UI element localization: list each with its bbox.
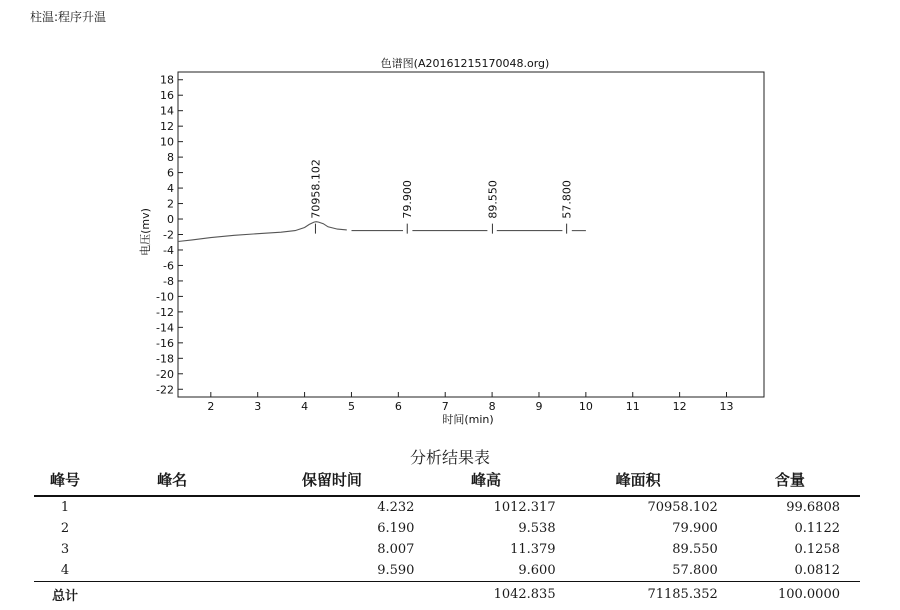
y-tick-label: -18 [156,352,174,366]
cell-peak-number: 2 [60,521,70,536]
x-tick-label: 12 [672,400,687,413]
header-content: 含量 [719,463,860,496]
total-retention-time [248,582,414,607]
cell-peak-area: 89.550 [672,542,718,557]
cell-content: 0.1258 [794,542,840,557]
y-tick-label: -20 [156,367,174,381]
y-tick-label: -6 [163,259,174,273]
x-tick-label: 2 [207,400,215,413]
cell-peak-area: 57.800 [672,563,718,578]
total-row [34,582,860,607]
cell-content: 0.1122 [794,521,840,536]
y-tick-label: 10 [160,135,174,149]
y-tick-label: -14 [156,321,174,335]
cell-peak-name [96,518,248,539]
total-content: 100.0000 [719,582,860,607]
x-tick-label: 5 [347,400,355,413]
total-peak-area: 71185.352 [557,582,719,607]
plot-area [178,72,764,397]
total-peak-name [96,582,248,607]
cell-retention-time: 4.232 [377,500,415,515]
series-line [178,222,347,242]
cell-peak-number: 3 [60,542,70,557]
results-table [34,463,860,606]
y-tick-label: -10 [156,290,174,304]
peak-area-label: 89.550 [486,180,500,219]
x-tick-label: 6 [394,400,402,413]
table-row [34,539,860,560]
table-row [34,560,860,582]
header-peak-name: 峰名 [96,463,248,496]
header-peak-number: 峰号 [34,463,96,496]
cell-peak-height: 9.538 [518,521,556,536]
cell-peak-name [96,560,248,582]
y-tick-label: -22 [156,383,174,397]
results-table-title: 分析结果表 [409,448,490,467]
cell-content: 0.0812 [794,563,840,578]
cell-peak-number: 4 [60,563,70,578]
x-axis [207,392,733,413]
table-row [34,518,860,539]
y-tick-label: 16 [160,89,174,103]
cell-peak-area: 79.900 [672,521,718,536]
header-peak-area: 峰面积 [557,463,719,496]
x-tick-label: 13 [719,400,734,413]
cell-peak-number: 1 [60,500,70,515]
total-label: 总计 [34,582,96,607]
y-tick-label: 2 [167,197,174,211]
cell-content: 99.6808 [786,500,840,515]
table-row [34,496,860,518]
peak-markers [309,159,573,234]
y-tick-label: 8 [167,151,174,165]
y-axis [156,74,183,397]
x-tick-label: 8 [488,400,496,413]
total-peak-height: 1042.835 [414,582,556,607]
chart-series [178,222,586,242]
cell-peak-height: 1012.317 [493,500,556,515]
peak-area-label: 57.800 [560,180,574,219]
y-tick-label: 18 [160,73,174,87]
cell-retention-time: 6.190 [377,521,415,536]
header-retention-time: 保留时间 [248,463,414,496]
cell-peak-height: 9.600 [518,563,556,578]
y-tick-label: 4 [167,182,174,196]
cell-retention-time: 8.007 [377,542,415,557]
column-temperature-label: 柱温:程序升温 [30,10,107,24]
cell-peak-height: 11.379 [510,542,556,557]
y-tick-label: -12 [156,305,174,319]
peak-area-label: 70958.102 [309,159,323,219]
x-tick-label: 9 [535,400,543,413]
y-tick-label: -16 [156,336,174,350]
peak-area-label: 79.900 [401,180,415,219]
y-tick-label: -8 [163,274,174,288]
y-tick-label: 0 [167,213,174,227]
chart-title: 色谱图(A20161215170048.org) [380,57,550,70]
cell-retention-time: 9.590 [377,563,415,578]
x-tick-label: 3 [254,400,262,413]
y-tick-label: -4 [163,243,174,257]
x-tick-label: 11 [625,400,640,413]
cell-peak-area: 70958.102 [647,500,718,515]
y-tick-label: -2 [163,228,174,242]
y-tick-label: 12 [160,120,174,134]
x-tick-label: 4 [301,400,309,413]
x-axis-label: 时间(min) [442,413,494,426]
results-header-row [34,463,860,496]
x-tick-label: 7 [441,400,449,413]
y-tick-label: 14 [160,104,174,118]
y-axis-label: 电压(mv) [139,208,152,256]
y-tick-label: 6 [167,166,174,180]
x-tick-label: 10 [578,400,593,413]
cell-peak-name [96,496,248,518]
header-peak-height: 峰高 [414,463,556,496]
cell-peak-name [96,539,248,560]
